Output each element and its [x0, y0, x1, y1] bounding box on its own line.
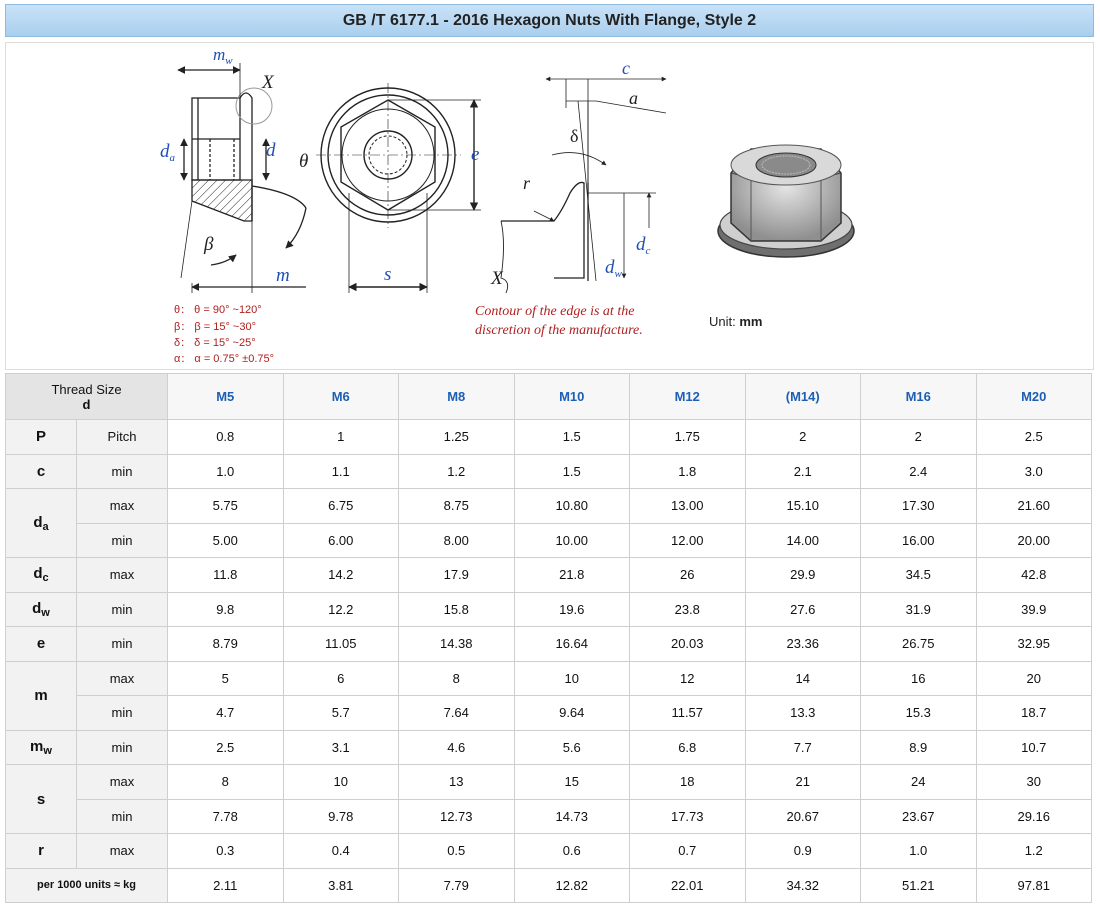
value-cell: 6	[283, 661, 399, 696]
symbol-text: d	[32, 599, 42, 617]
drawing-canvas	[6, 43, 1093, 369]
value-cell: 5	[168, 661, 284, 696]
value-cell: 31.9	[861, 592, 977, 627]
weight-value-cell: 34.32	[745, 868, 861, 903]
value-cell: 2.1	[745, 454, 861, 489]
angle-note-delta: δ： δ = 15° ~25°	[174, 337, 256, 349]
qualifier-cell: min	[77, 696, 168, 731]
table-row	[6, 661, 1092, 696]
value-cell: 29.16	[976, 799, 1092, 834]
angle-note-alpha: α： α = 0.75° ±0.75°	[174, 353, 275, 365]
value-cell: 27.6	[745, 592, 861, 627]
value-cell: 8.9	[861, 730, 977, 765]
weight-value-cell: 97.81	[976, 868, 1092, 903]
value-cell: 6.00	[283, 523, 399, 558]
angle-notes	[174, 304, 274, 365]
value-cell: 9.64	[514, 696, 630, 731]
value-cell: 14.38	[399, 627, 515, 662]
value-cell: 5.6	[514, 730, 630, 765]
value-cell: 21	[745, 765, 861, 800]
value-cell: 1.2	[399, 454, 515, 489]
nut-3d-image	[718, 145, 854, 257]
value-cell: 2.5	[976, 420, 1092, 455]
value-cell: 10	[283, 765, 399, 800]
technical-drawing-panel	[5, 42, 1094, 370]
symbol-subscript: w	[41, 606, 50, 619]
weight-value-cell: 2.11	[168, 868, 284, 903]
size-header-cell: M10	[514, 374, 630, 420]
value-cell: 8.79	[168, 627, 284, 662]
symbol-cell	[6, 834, 77, 869]
value-cell: 0.7	[630, 834, 746, 869]
mw-label: $m_w$	[213, 45, 233, 67]
value-cell: 2	[745, 420, 861, 455]
front-view-drawing	[316, 83, 481, 293]
symbol-text: c	[36, 462, 46, 480]
value-cell: 30	[976, 765, 1092, 800]
symbol-subscript: c	[42, 572, 49, 585]
value-cell: 11.05	[283, 627, 399, 662]
value-cell: 17.30	[861, 489, 977, 524]
unit-label: Unit: mm	[709, 314, 763, 329]
size-header-cell: M16	[861, 374, 977, 420]
value-cell: 8.00	[399, 523, 515, 558]
dw-label: $d_w$	[605, 257, 622, 280]
value-cell: 16.64	[514, 627, 630, 662]
value-cell: 5.75	[168, 489, 284, 524]
value-cell: 1.2	[976, 834, 1092, 869]
value-cell: 9.8	[168, 592, 284, 627]
value-cell: 1.0	[168, 454, 284, 489]
dimension-table	[5, 373, 1092, 903]
value-cell: 3.1	[283, 730, 399, 765]
value-cell: 13	[399, 765, 515, 800]
value-cell: 7.78	[168, 799, 284, 834]
value-cell: 21.60	[976, 489, 1092, 524]
value-cell: 0.5	[399, 834, 515, 869]
symbol-cell	[6, 454, 77, 489]
table-row	[6, 420, 1092, 455]
side-view-drawing	[178, 63, 309, 293]
value-cell: 20.67	[745, 799, 861, 834]
value-cell: 0.4	[283, 834, 399, 869]
weight-value-cell: 12.82	[514, 868, 630, 903]
m-label: m	[276, 265, 290, 286]
value-cell: 11.57	[630, 696, 746, 731]
value-cell: 19.6	[514, 592, 630, 627]
size-header-cell: M8	[399, 374, 515, 420]
value-cell: 42.8	[976, 558, 1092, 593]
table-row	[6, 834, 1092, 869]
page-title: GB /T 6177.1 - 2016 Hexagon Nuts With Flange, Style 2	[5, 4, 1094, 37]
value-cell: 13.00	[630, 489, 746, 524]
qualifier-cell: min	[77, 799, 168, 834]
symbol-cell	[6, 592, 77, 627]
value-cell: 1.1	[283, 454, 399, 489]
symbol-subscript: w	[43, 744, 52, 757]
value-cell: 18.7	[976, 696, 1092, 731]
detail-x-label-2: X	[491, 268, 503, 289]
value-cell: 10.80	[514, 489, 630, 524]
value-cell: 23.8	[630, 592, 746, 627]
thread-size-symbol: d	[82, 396, 91, 412]
table-header-row	[6, 374, 1092, 420]
value-cell: 14.00	[745, 523, 861, 558]
value-cell: 15.8	[399, 592, 515, 627]
value-cell: 11.8	[168, 558, 284, 593]
table-row	[6, 454, 1092, 489]
value-cell: 15.3	[861, 696, 977, 731]
value-cell: 1.25	[399, 420, 515, 455]
table-row	[6, 730, 1092, 765]
value-cell: 7.7	[745, 730, 861, 765]
weight-label: per 1000 units ≈ kg	[6, 868, 168, 903]
value-cell: 7.64	[399, 696, 515, 731]
size-header-cell: M5	[168, 374, 284, 420]
value-cell: 17.73	[630, 799, 746, 834]
value-cell: 12	[630, 661, 746, 696]
value-cell: 23.36	[745, 627, 861, 662]
detail-x-label: X	[262, 72, 274, 93]
weight-value-cell: 51.21	[861, 868, 977, 903]
qualifier-cell: min	[77, 454, 168, 489]
table-row	[6, 765, 1092, 800]
value-cell: 0.9	[745, 834, 861, 869]
value-cell: 15.10	[745, 489, 861, 524]
value-cell: 20.03	[630, 627, 746, 662]
delta-label: δ	[570, 126, 579, 146]
angle-note-beta: β： β = 15° ~30°	[174, 321, 256, 333]
value-cell: 24	[861, 765, 977, 800]
value-cell: 13.3	[745, 696, 861, 731]
value-cell: 0.3	[168, 834, 284, 869]
value-cell: 26.75	[861, 627, 977, 662]
thread-size-header	[6, 374, 168, 420]
qualifier-cell: min	[77, 592, 168, 627]
value-cell: 8	[168, 765, 284, 800]
symbol-cell	[6, 627, 77, 662]
value-cell: 1.0	[861, 834, 977, 869]
value-cell: 26	[630, 558, 746, 593]
symbol-text: m	[30, 737, 44, 755]
qualifier-cell: max	[77, 489, 168, 524]
value-cell: 2.5	[168, 730, 284, 765]
symbol-text: m	[34, 687, 48, 704]
value-cell: 10	[514, 661, 630, 696]
symbol-cell	[6, 558, 77, 593]
value-cell: 4.7	[168, 696, 284, 731]
weight-value-cell: 7.79	[399, 868, 515, 903]
symbol-text: e	[36, 635, 46, 653]
value-cell: 34.5	[861, 558, 977, 593]
table-row	[6, 523, 1092, 558]
value-cell: 12.2	[283, 592, 399, 627]
angle-note-theta: θ： θ = 90° ~120°	[174, 304, 262, 316]
e-label: e	[471, 144, 480, 165]
table-row	[6, 627, 1092, 662]
size-header-cell: M12	[630, 374, 746, 420]
value-cell: 0.8	[168, 420, 284, 455]
value-cell: 3.0	[976, 454, 1092, 489]
table-row	[6, 799, 1092, 834]
value-cell: 32.95	[976, 627, 1092, 662]
size-header-cell: (M14)	[745, 374, 861, 420]
value-cell: 6.75	[283, 489, 399, 524]
value-cell: 18	[630, 765, 746, 800]
value-cell: 8	[399, 661, 515, 696]
value-cell: 16.00	[861, 523, 977, 558]
value-cell: 10.00	[514, 523, 630, 558]
symbol-text: d	[33, 565, 43, 583]
symbol-cell	[6, 661, 77, 730]
size-header-cell: M6	[283, 374, 399, 420]
value-cell: 39.9	[976, 592, 1092, 627]
value-cell: 5.00	[168, 523, 284, 558]
size-header-cell: M20	[976, 374, 1092, 420]
symbol-cell	[6, 489, 77, 558]
table-row	[6, 489, 1092, 524]
d-label: d	[266, 140, 276, 161]
value-cell: 12.00	[630, 523, 746, 558]
value-cell: 4.6	[399, 730, 515, 765]
value-cell: 14	[745, 661, 861, 696]
qualifier-cell: min	[77, 523, 168, 558]
value-cell: 6.8	[630, 730, 746, 765]
value-cell: 15	[514, 765, 630, 800]
qualifier-cell: min	[77, 627, 168, 662]
value-cell: 12.73	[399, 799, 515, 834]
qualifier-cell: min	[77, 730, 168, 765]
theta-label: θ	[299, 151, 309, 172]
value-cell: 5.7	[283, 696, 399, 731]
beta-label: β	[204, 234, 214, 255]
qualifier-cell: max	[77, 834, 168, 869]
value-cell: 9.78	[283, 799, 399, 834]
value-cell: 21.8	[514, 558, 630, 593]
table-row	[6, 696, 1092, 731]
qualifier-cell: max	[77, 558, 168, 593]
value-cell: 8.75	[399, 489, 515, 524]
weight-row	[6, 868, 1092, 903]
value-cell: 0.6	[514, 834, 630, 869]
symbol-text: s	[36, 790, 46, 808]
value-cell: 14.73	[514, 799, 630, 834]
value-cell: 1.5	[514, 420, 630, 455]
table-row	[6, 558, 1092, 593]
qualifier-cell: max	[77, 661, 168, 696]
table-row	[6, 592, 1092, 627]
symbol-cell	[6, 730, 77, 765]
value-cell: 1.5	[514, 454, 630, 489]
value-cell: 10.7	[976, 730, 1092, 765]
value-cell: 14.2	[283, 558, 399, 593]
contour-note-line2: discretion of the manufacture.	[475, 323, 643, 338]
value-cell: 16	[861, 661, 977, 696]
qualifier-cell: max	[77, 765, 168, 800]
value-cell: 29.9	[745, 558, 861, 593]
symbol-subscript: a	[42, 520, 49, 533]
value-cell: 1.75	[630, 420, 746, 455]
value-cell: 23.67	[861, 799, 977, 834]
weight-value-cell: 22.01	[630, 868, 746, 903]
alpha-label: a	[629, 88, 638, 108]
value-cell: 20.00	[976, 523, 1092, 558]
thread-size-label: Thread Size	[51, 381, 122, 397]
value-cell: 2	[861, 420, 977, 455]
value-cell: 20	[976, 661, 1092, 696]
weight-value-cell: 3.81	[283, 868, 399, 903]
value-cell: 2.4	[861, 454, 977, 489]
symbol-text: d	[33, 513, 43, 531]
symbol-cell	[6, 765, 77, 834]
dc-label: $d_c$	[636, 234, 651, 257]
symbol-text: r	[38, 842, 44, 860]
r-label: r	[523, 173, 531, 193]
da-label: $d_a$	[160, 141, 175, 164]
value-cell: 17.9	[399, 558, 515, 593]
value-cell: 1.8	[630, 454, 746, 489]
value-cell: 1	[283, 420, 399, 455]
symbol-cell	[6, 420, 77, 455]
symbol-text: P	[35, 428, 46, 446]
c-label: c	[622, 58, 630, 78]
s-label: s	[384, 264, 392, 285]
qualifier-cell: Pitch	[77, 420, 168, 455]
contour-note-line1: Contour of the edge is at the	[475, 304, 635, 319]
